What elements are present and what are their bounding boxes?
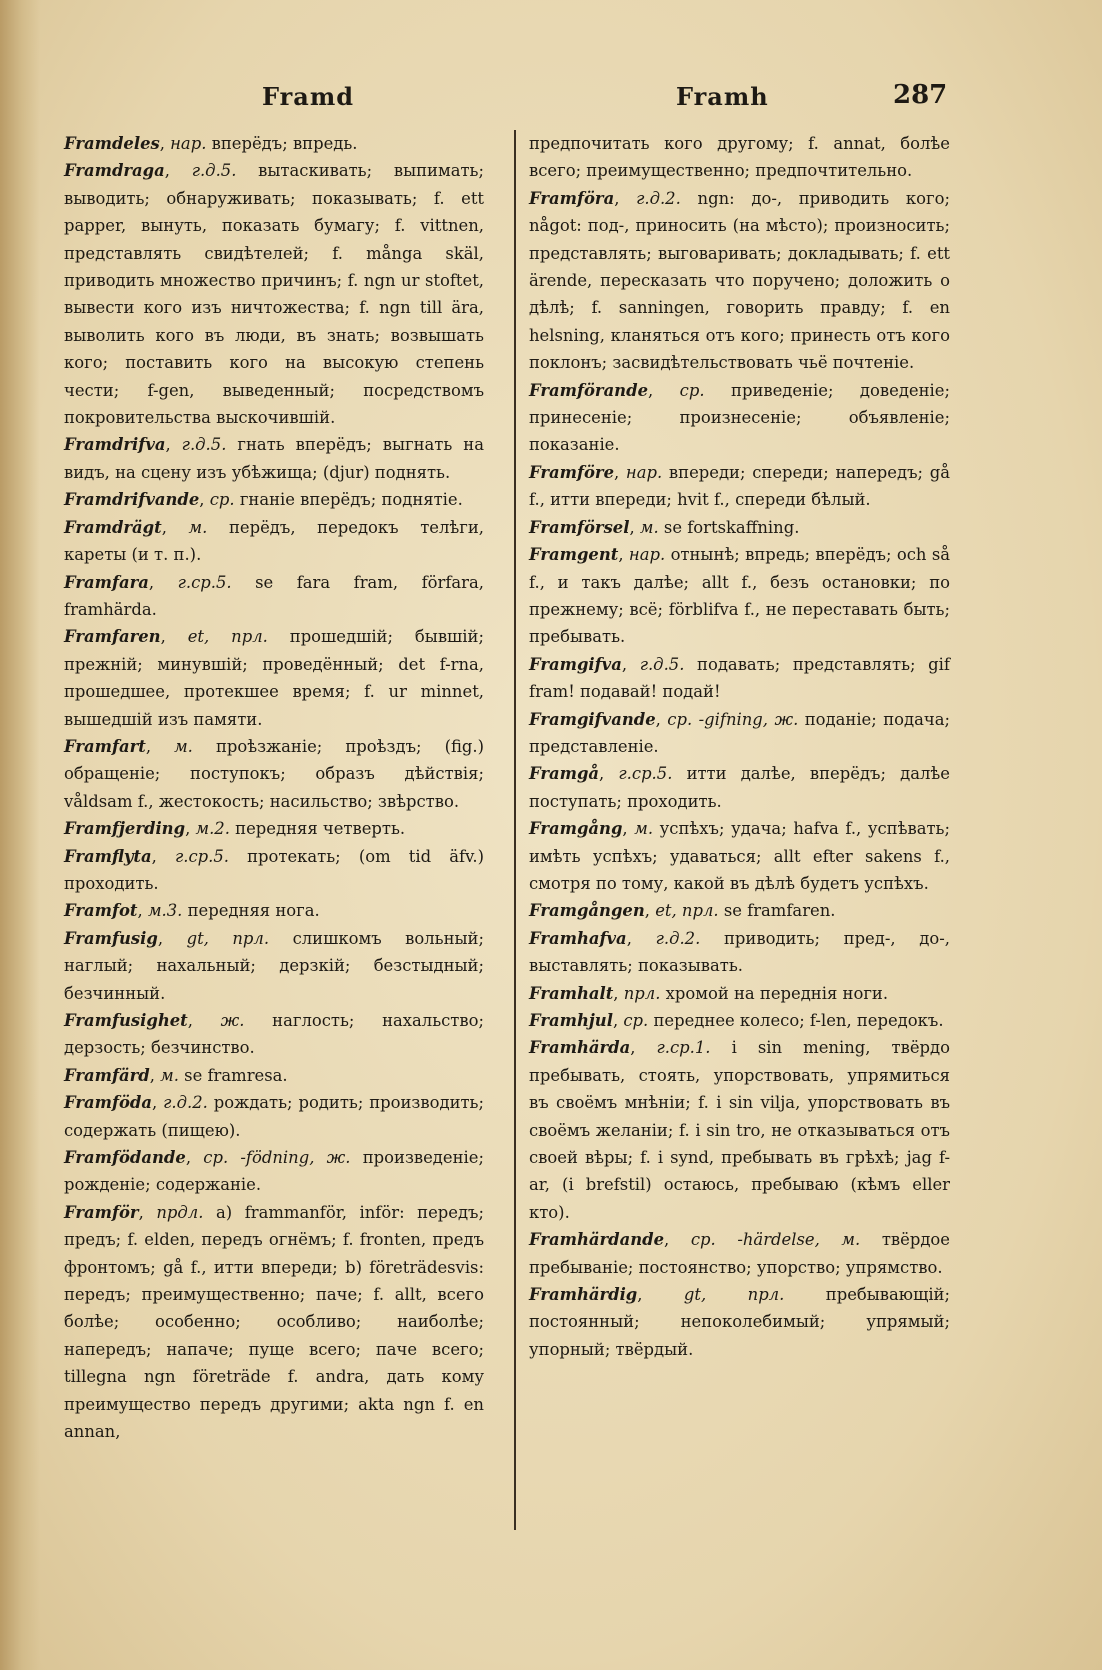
dictionary-entry: Framdrifva, г.д.5. гнать вперёдъ; выгнать на видъ, на сцену изъ убѣжища; (djur) поднять.	[64, 435, 484, 482]
dictionary-entry: Framgifvande, ср. -gifning, ж. поданіе; подача; представленіе.	[529, 709, 951, 756]
entry-grammar: г.ср.5.	[177, 572, 232, 592]
dictionary-entry: Framhärdande, ср. -härdelse, м. твёрдое пребываніе; постоянство; упорство; упрямство.	[529, 1230, 950, 1277]
entry-grammar: г.ср.5.	[618, 764, 673, 784]
entry-definition: перёдъ, передокъ телѣги, кареты (и т. п.).	[64, 517, 485, 565]
dictionary-entry: Framflyta, г.ср.5. протекать; (om tid äfv.) проходить.	[64, 846, 484, 893]
dictionary-entry: Framgången, et, прл. se framfaren.	[529, 901, 836, 921]
entry-grammar: нар.	[625, 462, 663, 482]
entry-grammar: г.д.2.	[163, 1093, 208, 1113]
entry-grammar: gt, прл.	[683, 1285, 785, 1305]
entry-definition: произведеніе; рожденіе; содержаніе.	[64, 1148, 484, 1195]
dictionary-entry: Framgifva, г.д.5. подавать; представлять; gif fram! подавай! подай!	[529, 654, 950, 702]
entry-definition: пребывающій; постоянный; непоколебимый; упрямый; упорный; твёрдый.	[529, 1285, 951, 1359]
dictionary-entry: Framföre, нар. впереди; спереди; напередъ; gå f., итти впереди; hvit f., спереди бѣлый.	[529, 462, 950, 510]
dictionary-entry: Framfusig, gt, прл. слишкомъ вольный; наглый; нахальный; дерзкій; безстыдный; безчинный.	[64, 928, 484, 1003]
entry-grammar: ср.	[209, 490, 235, 510]
entry-definition: впереди; спереди; напередъ; gå f., итти впереди; hvit f., спереди бѣлый.	[529, 462, 950, 510]
entry-headword: Framdrifva	[64, 435, 166, 455]
entry-grammar: нар.	[170, 134, 207, 153]
entry-headword: Framgå	[529, 764, 600, 784]
dictionary-entry: Framdeles, нар. вперёдъ; впредь.	[64, 134, 358, 153]
dictionary-entry	[529, 130, 950, 185]
right-column	[529, 130, 950, 1363]
dictionary-entry: Framdraga, г.д.5. вытаскивать; выпимать; выводить; обнаруживать; показывать; f. ett papper, вынуть, показать бумагу; f. vittnen, представлять свидѣтелей; f. många skäl, приводить множество причинъ; f. ngn ur stoftet, вывести кого изъ ничтожества; f. ngn till ära, выволить кого въ люди, въ знать; возвышать кого; поставить кого на высокую степень чести; f-gen, выведенный; посредствомъ покровительства выскочившій.	[64, 161, 485, 428]
dictionary-entry: Framfara, г.ср.5. se fara fram, förfara, framhärda.	[64, 572, 485, 619]
right-guide-word: Framh	[676, 82, 769, 111]
entry-headword: Framhärdig	[529, 1285, 638, 1305]
dictionary-entry: Framgång, м. успѣхъ; удача; hafva f., успѣвать; имѣть успѣхъ; удаваться; allt efter sakens f., смотря по тому, какой въ дѣлѣ будетъ успѣхъ.	[529, 819, 951, 893]
page-header	[0, 82, 1102, 118]
entry-definition: приведеніе; доведеніе; принесеніе; произнесеніе; объявленіе; показаніе.	[529, 380, 951, 455]
dictionary-entry: Framfärd, м. se framresa.	[64, 1065, 288, 1085]
entry-definition: передняя нога.	[187, 901, 320, 921]
entry-definition: подавать; представлять; gif fram! подавай! подай!	[529, 654, 950, 702]
entry-definition: успѣхъ; удача; hafva f., успѣвать; имѣть успѣхъ; удаваться; allt efter sakens f., смотря по тому, какой въ дѣлѣ будетъ успѣхъ.	[529, 819, 951, 893]
entry-definition: se fara fram, förfara, framhärda.	[64, 572, 485, 619]
entry-definition: ngn: до-, приводить кого; något: под-, приносить (на мѣсто); произносить; представлять; выговаривать; докладывать; f. ett ärende, пересказать что поручено; доложить о дѣлѣ; f. sanningen, говорить правду; f. en helsning, кланяться отъ кого; принесть отъ кого поклонъ; засвидѣтельствовать чьё почтеніе.	[529, 188, 950, 373]
dictionary-entry: Framhalt, прл. хромой на переднія ноги.	[529, 983, 889, 1003]
entry-grammar: ср. -födning, ж.	[203, 1148, 351, 1168]
entry-grammar: м.2.	[195, 819, 230, 839]
entry-definition: слишкомъ вольный; наглый; нахальный; дерзкій; безстыдный; безчинный.	[64, 928, 484, 1003]
entry-grammar: м.	[188, 517, 208, 537]
entry-definition: переднее колесо; f-len, передокъ.	[653, 1011, 944, 1030]
entry-grammar: г.д.5.	[181, 435, 227, 455]
entry-headword: Framhjul	[529, 1011, 613, 1030]
entry-headword: Framfara	[64, 572, 149, 592]
dictionary-entry: Framgent, нар. отнынѣ; впредь; вперёдъ; och så f., и такъ далѣе; allt f., безъ остановки; по прежнему; всё; förblifva f., не переставать быть; пребывать.	[529, 545, 950, 647]
entry-grammar: нар.	[628, 545, 666, 565]
entry-headword: Framförsel	[529, 517, 630, 537]
entry-definition: вперёдъ; впредь.	[211, 134, 358, 153]
dictionary-entry: Framhärda, г.ср.1. i sin mening, твёрдо пребывать, стоять, упорствовать, упрямиться въ своёмъ мнѣніи; f. i sin vilja, упорствовать въ своёмъ желаніи; f. i sin tro, не отказываться отъ своей вѣры; f. i synd, пребывать въ грѣхѣ; jag f-ar, (i brefstil) остаюсь, пребываю (кѣмъ eller кто).	[529, 1038, 950, 1222]
dictionary-entry: Framfaren, et, прл. прошедшій; бывшій; прежній; минувшій; проведённый; det f-rna, прошедшее, протекшее время; f. ur minnet, вышедшій изъ памяти.	[64, 627, 484, 729]
entry-grammar: г.д.2.	[655, 928, 701, 948]
entry-definition: передняя четверть.	[235, 819, 406, 839]
entry-grammar: ж.	[220, 1011, 245, 1030]
dictionary-entry: Framgå, г.ср.5. итти далѣе, вперёдъ; далѣе поступать; проходить.	[529, 764, 950, 811]
page-spine-shadow	[0, 0, 40, 1670]
entry-definition: вытаскивать; выпимать; выводить; обнаруживать; показывать; f. ett papper, вынуть, показать бумагу; f. vittnen, представлять свидѣтелей; f. många skäl, приводить множество причинъ; f. ngn ur stoftet, вывести кого изъ ничтожества; f. ngn till ära, выволить кого въ люди, въ знать; возвышать кого; поставить кого на высокую степень чести; f-gen, выведенный; посредствомъ покровительства выскочившій.	[64, 161, 485, 428]
entry-grammar: м.	[634, 819, 654, 839]
entry-grammar: прл.	[623, 983, 661, 1003]
entry-headword: Framfusighet	[64, 1011, 188, 1030]
entry-definition: приводить; пред-, до-, выставлять; показывать.	[529, 928, 950, 976]
entry-headword: Framgången	[529, 901, 645, 921]
dictionary-entry: Framhjul, ср. переднее колесо; f-len, передокъ.	[529, 1011, 944, 1030]
entry-grammar: г.ср.5.	[174, 846, 229, 866]
entry-headword: Framhalt	[529, 983, 614, 1003]
entry-grammar: м.3.	[147, 901, 183, 921]
entry-definition: прошедшій; бывшій; прежній; минувшій; проведённый; det f-rna, прошедшее, протекшее время; f. ur minnet, вышедшій изъ памяти.	[64, 627, 484, 729]
entry-definition: твёрдое пребываніе; постоянство; упорство; упрямство.	[529, 1230, 950, 1277]
entry-grammar: м.	[639, 517, 659, 537]
entry-headword: Framgifvande	[529, 709, 656, 729]
entry-grammar: ср.	[623, 1011, 649, 1030]
entry-definition: se framresa.	[184, 1065, 288, 1085]
entry-grammar: г.д.5.	[639, 654, 685, 674]
entry-definition: гнаніе вперёдъ; поднятіе.	[239, 490, 463, 510]
entry-headword: Framgent	[529, 545, 619, 565]
entry-definition: поданіе; подача; представленіе.	[529, 709, 951, 756]
entry-headword: Framhärdande	[529, 1230, 665, 1250]
left-column	[64, 130, 484, 1446]
entry-headword: Framflyta	[64, 846, 152, 866]
dictionary-entry: Framfusighet, ж. наглость; нахальство; дерзость; безчинство.	[64, 1011, 484, 1058]
entry-definition: хромой на переднія ноги.	[665, 983, 889, 1003]
dictionary-entry: Framfart, м. проѣзжаніе; проѣздъ; (fig.) обращеніе; поступокъ; образъ дѣйствія; våldsam f., жестокость; насильство; звѣрство.	[64, 736, 484, 811]
entry-headword: Framhärda	[529, 1038, 631, 1058]
entry-grammar: прдл.	[156, 1202, 204, 1222]
entry-headword: Framföre	[529, 462, 614, 482]
dictionary-entry: Framfödande, ср. -födning, ж. произведеніе; рожденіе; содержаніе.	[64, 1148, 484, 1195]
dictionary-entry: Framhärdig, gt, прл. пребывающій; постоянный; непоколебимый; упрямый; упорный; твёрдый.	[529, 1285, 951, 1359]
entry-definition: предпочитать кого другому; f. annat, болѣе всего; преимущественно; предпочтительно.	[529, 134, 950, 181]
entry-headword: Framfödande	[64, 1148, 186, 1168]
entry-definition: отнынѣ; впредь; вперёдъ; och så f., и такъ далѣе; allt f., безъ остановки; по прежнему; всё; förblifva f., не переставать быть; пребывать.	[529, 545, 950, 647]
entry-headword: Framfärd	[64, 1065, 150, 1085]
dictionary-entry: Framfot, м.3. передняя нога.	[64, 901, 320, 921]
entry-headword: Framföra	[529, 188, 615, 208]
entry-grammar: м.	[160, 1065, 179, 1085]
entry-headword: Framför	[64, 1202, 139, 1222]
entry-headword: Framfaren	[64, 627, 161, 647]
entry-headword: Framgång	[529, 819, 623, 839]
entry-headword: Framfart	[64, 736, 146, 756]
entry-grammar: ср. -gifning, ж.	[667, 709, 799, 729]
entry-grammar: ср. -härdelse, м.	[690, 1230, 861, 1250]
entry-headword: Framdrägt	[64, 517, 162, 537]
entry-definition: рождать; родить; производить; содержать (пищею).	[64, 1093, 485, 1140]
entry-headword: Framfot	[64, 901, 138, 921]
entry-grammar: ср.	[679, 380, 705, 400]
entry-grammar: gt, прл.	[186, 928, 270, 948]
entry-headword: Framhafva	[529, 928, 627, 948]
page-number: 287	[893, 80, 948, 110]
entry-headword: Framdraga	[64, 161, 165, 181]
entry-definition: протекать; (om tid äfv.) проходить.	[64, 846, 484, 893]
dictionary-entry: Framdrägt, м. перёдъ, передокъ телѣги, кареты (и т. п.).	[64, 517, 485, 565]
dictionary-entry: Framhafva, г.д.2. приводить; пред-, до-, выставлять; показывать.	[529, 928, 950, 976]
entry-definition: se framfaren.	[723, 901, 836, 921]
entry-headword: Framförande	[529, 380, 648, 400]
entry-definition: a) frammanför, inför: передъ; предъ; f. elden, передъ огнёмъ; f. fronten, предъ фронтомъ; gå f., итти впереди; b) företrädesvis: передъ; преимущественно; паче; f. allt, всего болѣе; особенно; особливо; наиболѣе; напередъ; напаче; пуще всего; паче всего; tillegna ngn företräde f. andra, дать кому преимущество передъ другими; akta ngn f. en annan,	[64, 1202, 484, 1442]
entry-headword: Framdrifvande	[64, 490, 200, 510]
entry-grammar: г.ср.1.	[656, 1038, 711, 1058]
entry-grammar: et, прл.	[655, 901, 719, 921]
dictionary-entry: Framföra, г.д.2. ngn: до-, приводить кого; något: под-, приносить (на мѣсто); произносить; представлять; выговаривать; докладывать; f. ett ärende, пересказать что поручено; доложить о дѣлѣ; f. sanningen, говорить правду; f. en helsning, кланяться отъ кого; принесть отъ кого поклонъ; засвидѣтельствовать чьё почтеніе.	[529, 188, 950, 373]
entry-definition: наглость; нахальство; дерзость; безчинство.	[64, 1011, 484, 1058]
entry-grammar: г.д.5.	[191, 161, 237, 181]
dictionary-entry: Framför, прдл. a) frammanför, inför: передъ; предъ; f. elden, передъ огнёмъ; f. fronten, предъ фронтомъ; gå f., итти впереди; b) företrädesvis: передъ; преимущественно; паче; f. allt, всего болѣе; особенно; особливо; наиболѣе; напередъ; напаче; пуще всего; паче всего; tillegna ngn företräde f. andra, дать кому преимущество передъ другими; akta ngn f. en annan,	[64, 1202, 484, 1442]
entry-headword: Framdeles	[64, 134, 160, 153]
dictionary-entry: Framfjerding, м.2. передняя четверть.	[64, 819, 406, 839]
dictionary-entry: Framförsel, м. se fortskaffning.	[529, 517, 800, 537]
entry-definition: проѣзжаніе; проѣздъ; (fig.) обращеніе; поступокъ; образъ дѣйствія; våldsam f., жестокость; насильство; звѣрство.	[64, 736, 484, 811]
entry-headword: Framfusig	[64, 928, 158, 948]
entry-definition: se fortskaffning.	[663, 517, 800, 537]
dictionary-entry: Framförande, ср. приведеніе; доведеніе; принесеніе; произнесеніе; объявленіе; показаніе.	[529, 380, 951, 455]
entry-grammar: г.д.2.	[636, 188, 681, 208]
dictionary-entry: Framföda, г.д.2. рождать; родить; производить; содержать (пищею).	[64, 1093, 485, 1140]
left-guide-word: Framd	[262, 82, 354, 111]
entry-definition: i sin mening, твёрдо пребывать, стоять, упорствовать, упрямиться въ своёмъ мнѣніи; f. i sin vilja, упорствовать въ своёмъ желаніи; f. i sin tro, не отказываться отъ своей вѣры; f. i synd, пребывать въ грѣхѣ; jag f-ar, (i brefstil) остаюсь, пребываю (кѣмъ eller кто).	[529, 1038, 950, 1222]
entry-headword: Framgifva	[529, 654, 622, 674]
entry-definition: гнать вперёдъ; выгнать на видъ, на сцену изъ убѣжища; (djur) поднять.	[64, 435, 484, 482]
entry-headword: Framföda	[64, 1093, 153, 1113]
entry-grammar: м.	[174, 736, 193, 756]
dictionary-entry: Framdrifvande, ср. гнаніе вперёдъ; поднятіе.	[64, 490, 463, 510]
entry-definition: итти далѣе, вперёдъ; далѣе поступать; проходить.	[529, 764, 950, 811]
entry-headword: Framfjerding	[64, 819, 186, 839]
entry-grammar: et, прл.	[187, 627, 268, 647]
column-divider	[514, 130, 516, 1530]
